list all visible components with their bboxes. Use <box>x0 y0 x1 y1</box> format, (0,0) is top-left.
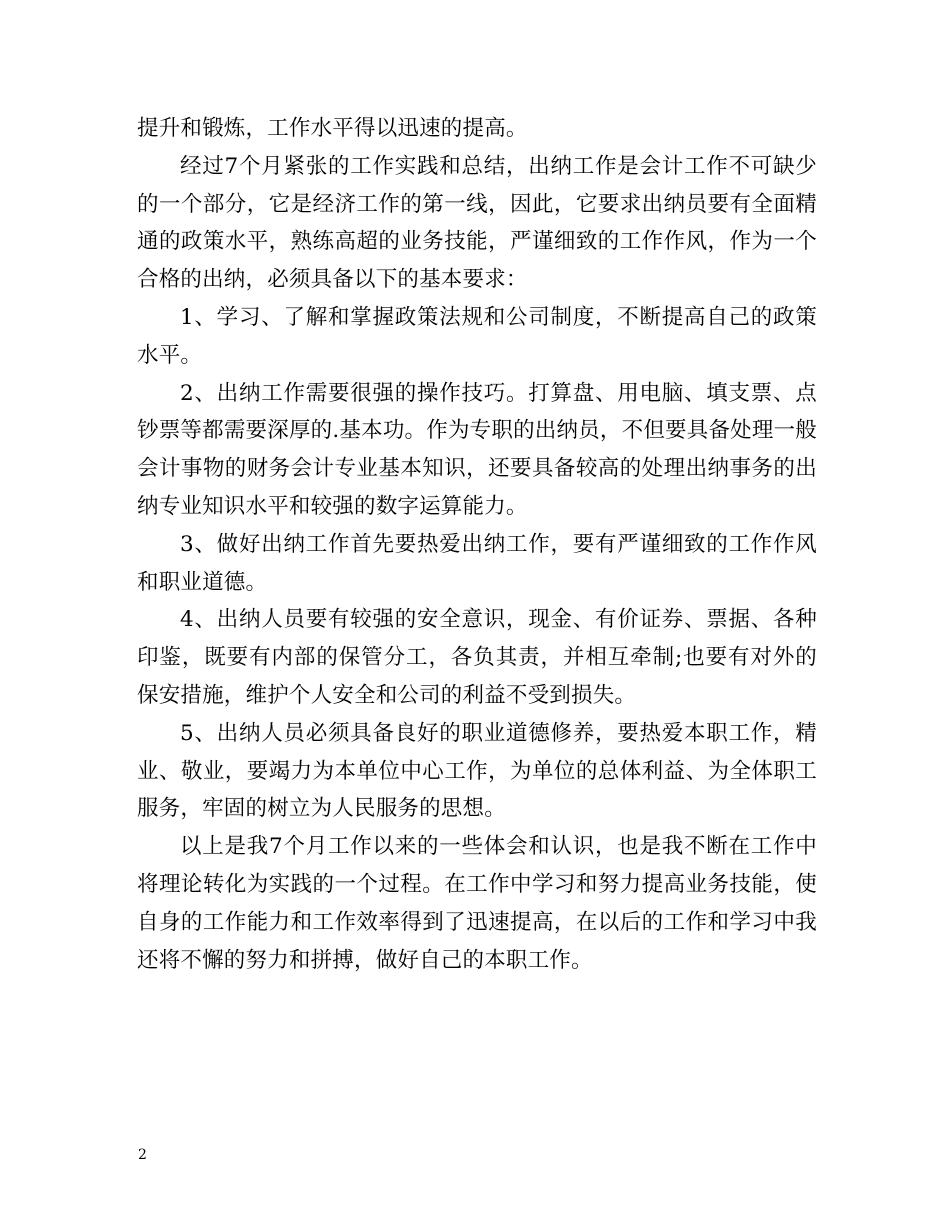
page-number: 2 <box>138 1147 147 1163</box>
paragraph: 4、出纳人员要有较强的安全意识，现金、有价证券、票据、各种印鉴，既要有内部的保管分工，各负其责，并相互牵制;也要有对外的保安措施，维护个人安全和公司的利益不受到损失。 <box>137 607 817 708</box>
paragraph: 经过7个月紧张的工作实践和总结，出纳工作是会计工作不可缺少的一个部分，它是经济工作的第一线，因此，它要求出纳员要有全面精通的政策水平，熟练高超的业务技能，严谨细致的工作作风，作为一个合格的出纳，必须具备以下的基本要求： <box>137 153 817 293</box>
paragraph: 3、做好出纳工作首先要热爱出纳工作，要有严谨细致的工作作风和职业道德。 <box>137 531 817 595</box>
paragraph: 5、出纳人员必须具备良好的职业道德修养，要热爱本职工作，精业、敬业，要竭力为本单位中心工作，为单位的总体利益、为全体职工服务，牢固的树立为人民服务的思想。 <box>137 720 817 822</box>
paragraph: 2、出纳工作需要很强的操作技巧。打算盘、用电脑、填支票、点钞票等都需要深厚的.基本功。作为专职的出纳员，不但要具备处理一般会计事物的财务会计专业基本知识，还要具备较高的处理出纳事务的出纳专业知识水平和较强的数字运算能力。 <box>137 380 817 519</box>
document-body <box>137 110 817 979</box>
paragraph: 1、学习、了解和掌握政策法规和公司制度，不断提高自己的政策水平。 <box>137 304 817 368</box>
paragraph: 以上是我7个月工作以来的一些体会和认识，也是我不断在工作中将理论转化为实践的一个过程。在工作中学习和努力提高业务技能，使自身的工作能力和工作效率得到了迅速提高，在以后的工作和学习中我还将不懈的努力和拼搏，做好自己的本职工作。 <box>137 834 817 973</box>
paragraph: 提升和锻炼，工作水平得以迅速的提高。 <box>137 116 528 141</box>
